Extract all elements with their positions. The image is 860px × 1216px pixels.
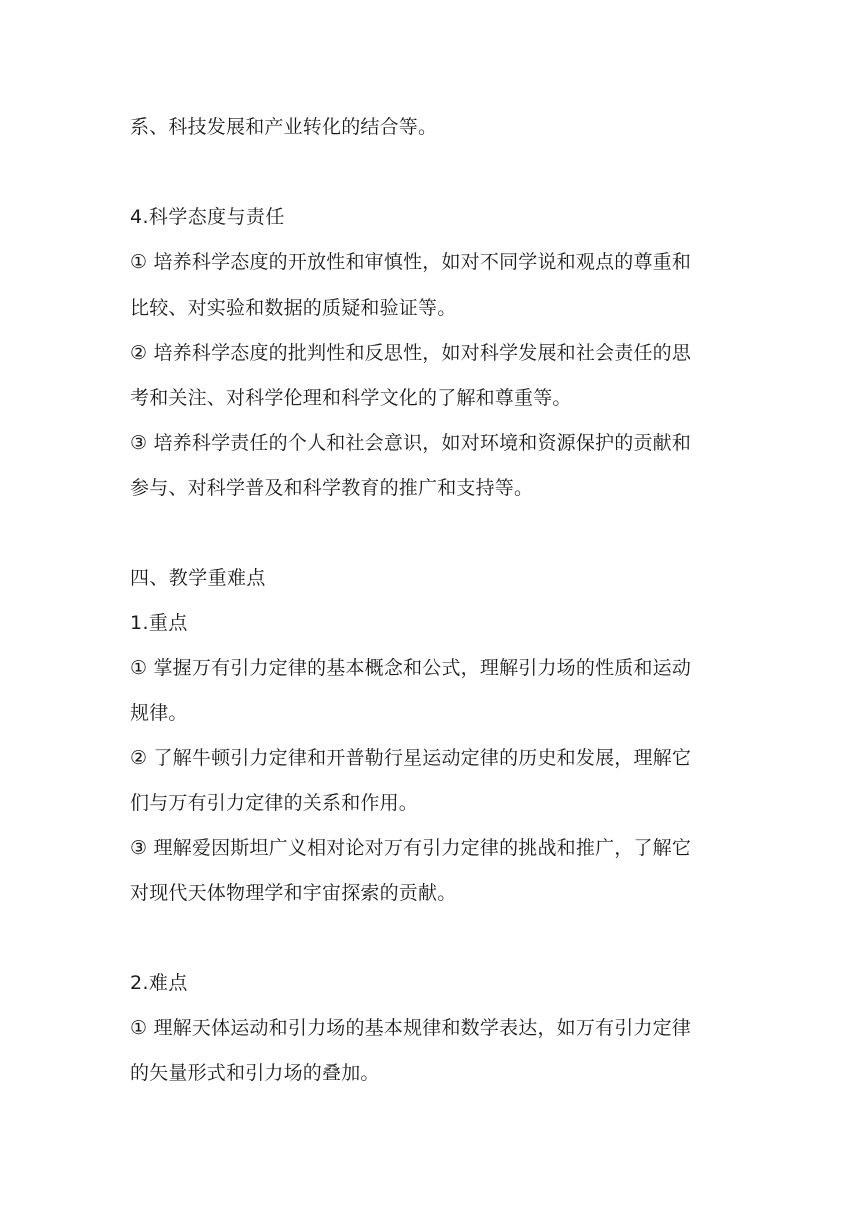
section-heading: 4.科学态度与责任 (130, 206, 285, 228)
text-line: 系、科技发展和产业转化的结合等。 (130, 116, 438, 138)
subsection-heading: 2.难点 (130, 972, 188, 994)
text-line: ③ 理解爱因斯坦广义相对论对万有引力定律的挑战和推广，了解它 (130, 837, 692, 859)
text-line: ① 培养科学态度的开放性和审慎性，如对不同学说和观点的尊重和 (130, 251, 692, 273)
section-heading: 四、教学重难点 (130, 567, 266, 589)
text-line: 比较、对实验和数据的质疑和验证等。 (130, 297, 457, 319)
text-line: 规律。 (130, 702, 188, 724)
text-line: 参与、对科学普及和科学教育的推广和支持等。 (130, 477, 534, 499)
text-line: 们与万有引力定律的关系和作用。 (130, 792, 419, 814)
text-line: ② 了解牛顿引力定律和开普勒行星运动定律的历史和发展，理解它 (130, 747, 692, 769)
text-line: 对现代天体物理学和宇宙探索的贡献。 (130, 882, 457, 904)
text-line: 考和关注、对科学伦理和科学文化的了解和尊重等。 (130, 387, 572, 409)
text-line: ③ 培养科学责任的个人和社会意识，如对环境和资源保护的贡献和 (130, 432, 692, 454)
text-line: 的矢量形式和引力场的叠加。 (130, 1062, 380, 1084)
text-line: ① 掌握万有引力定律的基本概念和公式，理解引力场的性质和运动 (130, 657, 692, 679)
text-line: ② 培养科学态度的批判性和反思性，如对科学发展和社会责任的思 (130, 342, 692, 364)
text-line: ① 理解天体运动和引力场的基本规律和数学表达，如万有引力定律 (130, 1017, 692, 1039)
subsection-heading: 1.重点 (130, 612, 188, 634)
